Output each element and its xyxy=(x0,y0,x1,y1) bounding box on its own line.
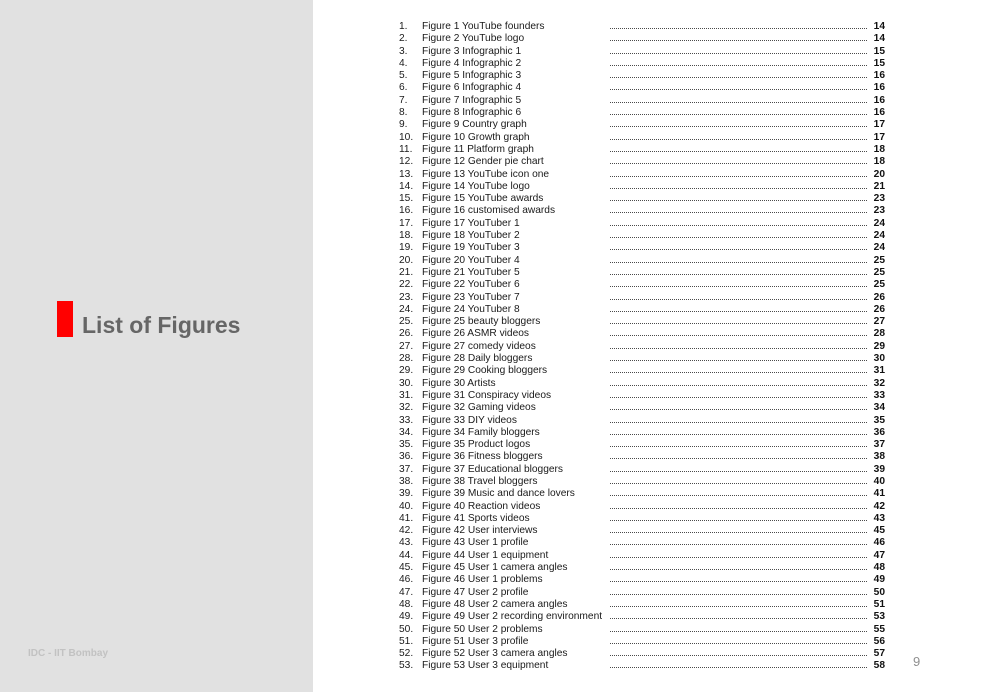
figure-list-item[interactable] xyxy=(399,476,887,488)
figure-title: Figure 37 Educational bloggers xyxy=(422,463,564,475)
figure-page-number: 18 xyxy=(873,156,885,168)
figure-page-number: 48 xyxy=(873,562,885,574)
figure-list-item[interactable] xyxy=(399,574,887,586)
figure-list-item[interactable] xyxy=(399,488,887,500)
figure-number: 37. xyxy=(399,463,414,475)
figure-title: Figure 48 User 2 camera angles xyxy=(422,598,568,610)
figure-title: Figure 40 Reaction videos xyxy=(422,500,541,512)
figure-title: Figure 26 ASMR videos xyxy=(422,328,530,340)
figure-page-number: 58 xyxy=(873,660,885,672)
figure-number: 29. xyxy=(399,365,414,377)
figure-list-item[interactable] xyxy=(399,132,887,144)
page-number: 9 xyxy=(913,654,921,669)
figure-page-number: 23 xyxy=(873,205,885,217)
dot-leader xyxy=(610,163,867,164)
dot-leader xyxy=(610,557,867,558)
dot-leader xyxy=(610,360,867,361)
dot-leader xyxy=(610,581,867,582)
figure-title: Figure 8 Infographic 6 xyxy=(422,107,522,119)
dot-leader xyxy=(610,348,867,349)
figure-page-number: 16 xyxy=(873,82,885,94)
dot-leader xyxy=(610,397,867,398)
figure-page-number: 51 xyxy=(873,598,885,610)
dot-leader xyxy=(610,262,867,263)
figure-number: 23. xyxy=(399,291,414,303)
figure-title: Figure 32 Gaming videos xyxy=(422,402,536,414)
dot-leader xyxy=(610,274,867,275)
figure-page-number: 14 xyxy=(873,33,885,45)
figure-title: Figure 30 Artists xyxy=(422,377,496,389)
figure-page-number: 17 xyxy=(873,131,885,143)
figure-title: Figure 2 YouTube logo xyxy=(422,33,525,45)
figure-title: Figure 46 User 1 problems xyxy=(422,574,543,586)
figure-number: 13. xyxy=(399,168,414,180)
dot-leader xyxy=(610,200,867,201)
figure-title: Figure 5 Infographic 3 xyxy=(422,70,522,82)
dot-leader xyxy=(610,176,867,177)
figure-list-item[interactable] xyxy=(399,537,887,549)
figure-number: 9. xyxy=(399,119,408,131)
figure-title: Figure 12 Gender pie chart xyxy=(422,156,544,168)
figure-list-item[interactable] xyxy=(399,501,887,513)
figure-list-item[interactable] xyxy=(399,402,887,414)
dot-leader xyxy=(610,422,867,423)
figure-page-number: 43 xyxy=(873,512,885,524)
figure-title: Figure 16 customised awards xyxy=(422,205,556,217)
figure-list-item[interactable] xyxy=(399,562,887,574)
figure-title: Figure 19 YouTuber 3 xyxy=(422,242,520,254)
figure-list-item[interactable] xyxy=(399,550,887,562)
figure-title: Figure 25 beauty bloggers xyxy=(422,316,541,328)
figure-title: Figure 4 Infographic 2 xyxy=(422,57,522,69)
figure-title: Figure 28 Daily bloggers xyxy=(422,353,533,365)
figure-number: 6. xyxy=(399,82,408,94)
figure-page-number: 32 xyxy=(873,377,885,389)
dot-leader xyxy=(610,372,867,373)
dot-leader xyxy=(610,139,867,140)
dot-leader xyxy=(610,385,867,386)
figure-page-number: 25 xyxy=(873,254,885,266)
figure-list-item[interactable] xyxy=(399,328,887,340)
figure-number: 24. xyxy=(399,303,414,315)
figure-page-number: 31 xyxy=(873,365,885,377)
figure-list-item[interactable] xyxy=(399,33,887,45)
dot-leader xyxy=(610,28,867,29)
figure-list-item[interactable] xyxy=(399,58,887,70)
figure-number: 4. xyxy=(399,57,408,69)
figure-number: 10. xyxy=(399,131,414,143)
figure-list-item[interactable] xyxy=(399,279,887,291)
figure-list-item[interactable] xyxy=(399,611,887,623)
figure-page-number: 38 xyxy=(873,451,885,463)
figure-page-number: 26 xyxy=(873,291,885,303)
figure-page-number: 41 xyxy=(873,488,885,500)
accent-bar xyxy=(57,301,73,337)
figure-page-number: 34 xyxy=(873,402,885,414)
figure-number: 12. xyxy=(399,156,414,168)
figure-list-item[interactable] xyxy=(399,218,887,230)
figure-list-item[interactable] xyxy=(399,513,887,525)
dot-leader xyxy=(610,471,867,472)
dot-leader xyxy=(610,520,867,521)
figure-title: Figure 27 comedy videos xyxy=(422,340,536,352)
figure-list-item[interactable] xyxy=(399,144,887,156)
page-title: List of Figures xyxy=(82,312,241,338)
figure-number: 50. xyxy=(399,623,414,635)
figure-number: 46. xyxy=(399,574,414,586)
figure-title: Figure 14 YouTube logo xyxy=(422,180,530,192)
dot-leader xyxy=(610,643,867,644)
figure-number: 18. xyxy=(399,230,414,242)
figure-page-number: 47 xyxy=(873,549,885,561)
dot-leader xyxy=(610,65,867,66)
footer-label: IDC - IIT Bombay xyxy=(28,648,109,659)
figure-list-item[interactable] xyxy=(399,267,887,279)
figure-number: 20. xyxy=(399,254,414,266)
figure-title: Figure 11 Platform graph xyxy=(422,143,534,155)
dot-leader xyxy=(610,286,867,287)
figure-number: 38. xyxy=(399,475,414,487)
figure-number: 30. xyxy=(399,377,414,389)
figure-list-item[interactable] xyxy=(399,365,887,377)
figure-title: Figure 22 YouTuber 6 xyxy=(422,279,520,291)
figure-page-number: 40 xyxy=(873,475,885,487)
figure-list-item[interactable] xyxy=(399,46,887,58)
figure-number: 35. xyxy=(399,439,414,451)
dot-leader xyxy=(610,114,867,115)
dot-leader xyxy=(610,569,867,570)
figure-list-item[interactable] xyxy=(399,415,887,427)
figure-page-number: 53 xyxy=(873,611,885,623)
dot-leader xyxy=(610,532,867,533)
figure-list-item[interactable] xyxy=(399,169,887,181)
figure-number: 33. xyxy=(399,414,414,426)
figure-page-number: 26 xyxy=(873,303,885,315)
figure-title: Figure 53 User 3 equipment xyxy=(422,660,549,672)
figure-title: Figure 3 Infographic 1 xyxy=(422,45,522,57)
figure-title: Figure 38 Travel bloggers xyxy=(422,475,538,487)
figure-title: Figure 31 Conspiracy videos xyxy=(422,389,552,401)
figure-page-number: 25 xyxy=(873,279,885,291)
figure-title: Figure 6 Infographic 4 xyxy=(422,82,522,94)
figure-title: Figure 15 YouTube awards xyxy=(422,193,544,205)
figure-title: Figure 13 YouTube icon one xyxy=(422,168,550,180)
dot-leader xyxy=(610,53,867,54)
dot-leader xyxy=(610,631,867,632)
dot-leader xyxy=(610,237,867,238)
figure-title: Figure 18 YouTuber 2 xyxy=(422,230,520,242)
dot-leader xyxy=(610,249,867,250)
dot-leader xyxy=(610,188,867,189)
figure-number: 32. xyxy=(399,402,414,414)
figure-list-item[interactable] xyxy=(399,341,887,353)
dot-leader xyxy=(610,483,867,484)
dot-leader xyxy=(610,299,867,300)
figure-page-number: 39 xyxy=(873,463,885,475)
figure-title: Figure 33 DIY videos xyxy=(422,414,517,426)
figure-title: Figure 41 Sports videos xyxy=(422,512,530,524)
figure-list-item[interactable] xyxy=(399,95,887,107)
figure-number: 42. xyxy=(399,525,414,537)
figure-number: 47. xyxy=(399,586,414,598)
dot-leader xyxy=(610,618,867,619)
dot-leader xyxy=(610,77,867,78)
figure-number: 22. xyxy=(399,279,414,291)
figure-list-item[interactable] xyxy=(399,390,887,402)
figure-title: Figure 36 Fitness bloggers xyxy=(422,451,543,463)
figure-number: 15. xyxy=(399,193,414,205)
figure-title: Figure 49 User 2 recording environment xyxy=(422,611,603,623)
figure-list-item[interactable] xyxy=(399,464,887,476)
dot-leader xyxy=(610,606,867,607)
figure-title: Figure 17 YouTuber 1 xyxy=(422,217,520,229)
figure-list-item[interactable] xyxy=(399,70,887,82)
figure-number: 28. xyxy=(399,353,414,365)
figure-list-item[interactable] xyxy=(399,451,887,463)
figure-list-item[interactable] xyxy=(399,660,887,672)
figure-title: Figure 50 User 2 problems xyxy=(422,623,543,635)
figure-number: 21. xyxy=(399,266,414,278)
figure-list-item[interactable] xyxy=(399,599,887,611)
figure-number: 39. xyxy=(399,488,414,500)
figure-page-number: 16 xyxy=(873,94,885,106)
figure-list-item[interactable] xyxy=(399,181,887,193)
figure-number: 14. xyxy=(399,180,414,192)
figure-title: Figure 52 User 3 camera angles xyxy=(422,648,568,660)
figure-page-number: 42 xyxy=(873,500,885,512)
dot-leader xyxy=(610,151,867,152)
figure-number: 5. xyxy=(399,70,408,82)
figure-page-number: 15 xyxy=(873,45,885,57)
figure-title: Figure 44 User 1 equipment xyxy=(422,549,549,561)
figure-number: 26. xyxy=(399,328,414,340)
figure-page-number: 56 xyxy=(873,635,885,647)
figure-list-item[interactable] xyxy=(399,230,887,242)
dot-leader xyxy=(610,409,867,410)
figure-title: Figure 9 Country graph xyxy=(422,119,527,131)
sidebar-panel xyxy=(0,0,313,692)
figure-title: Figure 45 User 1 camera angles xyxy=(422,562,568,574)
figure-page-number: 55 xyxy=(873,623,885,635)
figure-list-item[interactable] xyxy=(399,82,887,94)
figure-number: 25. xyxy=(399,316,414,328)
figure-page-number: 24 xyxy=(873,217,885,229)
figure-number: 31. xyxy=(399,389,414,401)
figure-number: 7. xyxy=(399,94,408,106)
figure-number: 34. xyxy=(399,426,414,438)
figure-list-item[interactable] xyxy=(399,427,887,439)
figure-list-item[interactable] xyxy=(399,304,887,316)
figure-list xyxy=(399,21,887,673)
figure-title: Figure 35 Product logos xyxy=(422,439,531,451)
dot-leader xyxy=(610,40,867,41)
figure-title: Figure 1 YouTube founders xyxy=(422,21,545,32)
figure-number: 36. xyxy=(399,451,414,463)
figure-title: Figure 34 Family bloggers xyxy=(422,426,540,438)
figure-number: 8. xyxy=(399,107,408,119)
figure-title: Figure 39 Music and dance lovers xyxy=(422,488,575,500)
figure-title: Figure 29 Cooking bloggers xyxy=(422,365,548,377)
figure-list-item[interactable] xyxy=(399,292,887,304)
figure-number: 19. xyxy=(399,242,414,254)
figure-page-number: 16 xyxy=(873,107,885,119)
figure-title: Figure 20 YouTuber 4 xyxy=(422,254,520,266)
dot-leader xyxy=(610,667,867,668)
figure-list-item[interactable] xyxy=(399,353,887,365)
figure-page-number: 33 xyxy=(873,389,885,401)
figure-page-number: 50 xyxy=(873,586,885,598)
dot-leader xyxy=(610,434,867,435)
dot-leader xyxy=(610,446,867,447)
figure-page-number: 28 xyxy=(873,328,885,340)
figure-list-item[interactable] xyxy=(399,205,887,217)
figure-number: 3. xyxy=(399,45,408,57)
figure-title: Figure 10 Growth graph xyxy=(422,131,530,143)
figure-page-number: 29 xyxy=(873,340,885,352)
figure-list-item[interactable] xyxy=(399,255,887,267)
figure-title: Figure 21 YouTuber 5 xyxy=(422,266,520,278)
figure-number: 44. xyxy=(399,549,414,561)
figure-number: 11. xyxy=(399,143,413,155)
figure-number: 27. xyxy=(399,340,414,352)
figure-page-number: 21 xyxy=(873,180,885,192)
figure-page-number: 37 xyxy=(873,439,885,451)
dot-leader xyxy=(610,508,867,509)
dot-leader xyxy=(610,212,867,213)
figure-page-number: 25 xyxy=(873,266,885,278)
dot-leader xyxy=(610,495,867,496)
figure-number: 2. xyxy=(399,33,408,45)
figure-page-number: 17 xyxy=(873,119,885,131)
figure-number: 16. xyxy=(399,205,414,217)
figure-number: 41. xyxy=(399,512,414,524)
dot-leader xyxy=(610,89,867,90)
dot-leader xyxy=(610,458,867,459)
figure-number: 49. xyxy=(399,611,414,623)
figure-list-item[interactable] xyxy=(399,107,887,119)
figure-title: Figure 43 User 1 profile xyxy=(422,537,529,549)
figure-number: 1. xyxy=(399,21,408,32)
figure-page-number: 18 xyxy=(873,143,885,155)
figure-list-item[interactable] xyxy=(399,624,887,636)
figure-number: 53. xyxy=(399,660,414,672)
figure-title: Figure 42 User interviews xyxy=(422,525,538,537)
dot-leader xyxy=(610,225,867,226)
figure-page-number: 27 xyxy=(873,316,885,328)
figure-list-item[interactable] xyxy=(399,316,887,328)
figure-number: 17. xyxy=(399,217,414,229)
figure-list-item[interactable] xyxy=(399,648,887,660)
figure-list-item[interactable] xyxy=(399,242,887,254)
figure-list-item[interactable] xyxy=(399,525,887,537)
figure-page-number: 20 xyxy=(873,168,885,180)
figure-page-number: 45 xyxy=(873,525,885,537)
figure-list-item[interactable] xyxy=(399,193,887,205)
dot-leader xyxy=(610,311,867,312)
figure-page-number: 16 xyxy=(873,70,885,82)
figure-page-number: 57 xyxy=(873,648,885,660)
dot-leader xyxy=(610,544,867,545)
figure-title: Figure 47 User 2 profile xyxy=(422,586,529,598)
figure-page-number: 24 xyxy=(873,242,885,254)
figure-number: 51. xyxy=(399,635,414,647)
dot-leader xyxy=(610,126,867,127)
figure-page-number: 36 xyxy=(873,426,885,438)
figure-number: 40. xyxy=(399,500,414,512)
figure-list-item[interactable] xyxy=(399,439,887,451)
figure-list-item[interactable] xyxy=(399,587,887,599)
figure-page-number: 30 xyxy=(873,353,885,365)
dot-leader xyxy=(610,655,867,656)
figure-number: 52. xyxy=(399,648,414,660)
figure-page-number: 49 xyxy=(873,574,885,586)
figure-page-number: 23 xyxy=(873,193,885,205)
figure-page-number: 46 xyxy=(873,537,885,549)
dot-leader xyxy=(610,102,867,103)
figure-page-number: 35 xyxy=(873,414,885,426)
figure-list-item[interactable] xyxy=(399,21,887,33)
figure-page-number: 15 xyxy=(873,57,885,69)
figure-title: Figure 24 YouTuber 8 xyxy=(422,303,520,315)
figure-list-item[interactable] xyxy=(399,119,887,131)
figure-title: Figure 51 User 3 profile xyxy=(422,635,529,647)
figure-title: Figure 23 YouTuber 7 xyxy=(422,291,520,303)
dot-leader xyxy=(610,594,867,595)
figure-number: 43. xyxy=(399,537,414,549)
figure-number: 48. xyxy=(399,598,414,610)
figure-title: Figure 7 Infographic 5 xyxy=(422,94,522,106)
figure-list-item[interactable] xyxy=(399,636,887,648)
dot-leader xyxy=(610,335,867,336)
figure-page-number: 24 xyxy=(873,230,885,242)
figure-list-item[interactable] xyxy=(399,156,887,168)
figure-page-number: 14 xyxy=(873,21,885,32)
dot-leader xyxy=(610,323,867,324)
figure-number: 45. xyxy=(399,562,414,574)
figure-list-item[interactable] xyxy=(399,378,887,390)
